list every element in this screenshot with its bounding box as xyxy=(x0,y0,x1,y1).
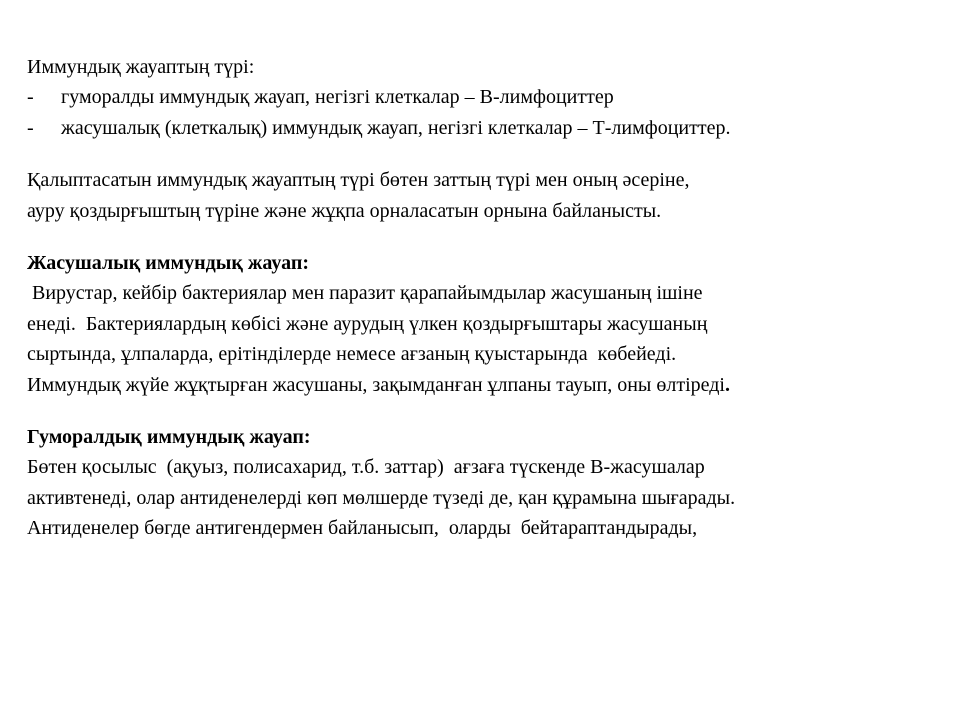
immune-response-types-heading: Иммундық жауаптың түрі: xyxy=(27,56,255,78)
paragraph-spacer xyxy=(27,143,937,165)
dash-bullet-icon: - xyxy=(27,86,34,109)
humoral-paragraph-line: активтенеді, олар антиденелерді көп мөлшерде түзеді де, қан құрамына шығарады. xyxy=(27,486,736,509)
cellular-paragraph-line: сыртында, ұлпаларда, ерітінділерде немесе ағзаның қуыстарында көбейеді. xyxy=(27,343,677,366)
dash-bullet-icon: - xyxy=(27,116,34,139)
cellular-response-heading: Жасушалық иммундық жауап: xyxy=(27,252,310,275)
cellular-paragraph-last-line xyxy=(27,370,937,400)
slide-text-body xyxy=(27,52,937,544)
humoral-paragraph-line: Антиденелер бөгде антигендермен байланысып, оларды бейтараптандырады, xyxy=(27,517,698,540)
bullet-text: гуморалды иммундық жауап, негізгі клеткалар – В-лимфоциттер xyxy=(61,86,614,109)
cellular-paragraph-text: Иммундық жүйе жұқтырған жасушаны, зақымданған ұлпаны тауып, оны өлтіреді xyxy=(27,373,725,396)
cellular-paragraph-line: Вирустар, кейбір бактериялар мен паразит қарапайымдылар жасушаның ішіне xyxy=(27,282,703,305)
bullet-text: жасушалық (клеткалық) иммундық жауап, негізгі клеткалар – Т-лимфоциттер. xyxy=(61,116,731,139)
humoral-paragraph-line: Бөтен қосылыс (ақуыз, полисахарид, т.б. заттар) ағзаға түскенде В-жасушалар xyxy=(27,456,705,479)
formation-paragraph-line: ауру қоздырғыштың түріне және жұқпа орналасатын орнына байланысты. xyxy=(27,199,662,222)
bullet-item-cellular xyxy=(27,113,937,143)
paragraph-spacer xyxy=(27,226,937,248)
cellular-paragraph-line: енеді. Бактериялардың көбісі және аурудың үлкен қоздырғыштары жасушаның xyxy=(27,312,708,335)
bullet-item-humoral xyxy=(27,82,937,112)
formation-paragraph-line: Қалыптасатын иммундық жауаптың түрі бөтен заттың түрі мен оның әсеріне, xyxy=(27,169,690,192)
humoral-response-heading: Гуморалдық иммундық жауап: xyxy=(27,426,311,449)
cellular-final-period: . xyxy=(725,373,730,396)
paragraph-spacer xyxy=(27,400,937,422)
